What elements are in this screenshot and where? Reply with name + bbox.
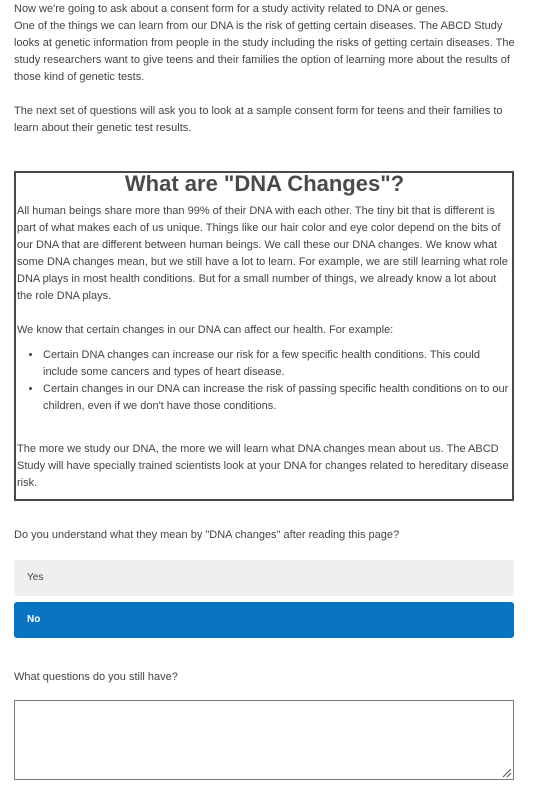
info-box-bullet-list	[16, 347, 512, 415]
choice-no-button[interactable]: No	[14, 602, 514, 638]
info-box-paragraph-2: We know that certain changes in our DNA can affect our health. For example:	[17, 324, 394, 336]
intro-line-2: One of the things we can learn from our DNA is the risk of getting certain diseases. The ABCD Study looks at genetic information from people in the study including the risks of getting certain diseases. The study researchers want to give teens and their families the option of learning more about the results of those kind of genetic tests.	[14, 20, 515, 83]
info-box-gap	[16, 305, 512, 322]
info-box-title: What are "DNA Changes"?	[124, 171, 405, 196]
question-remaining-questions: What questions do you still have?	[14, 671, 178, 683]
info-box-bullet: • Certain DNA changes can increase our risk for a few specific health conditions. This could include some cancers and types of heart disease.	[42, 347, 512, 381]
info-box-bullet: • Certain changes in our DNA can increase the risk of passing specific health conditions on to our children, even if we don't have those conditions.	[42, 381, 512, 415]
intro-spacer	[14, 86, 516, 103]
dna-changes-info-box	[14, 171, 514, 501]
info-box-gap	[16, 415, 512, 441]
intro-line-3: The next set of questions will ask you to look at a sample consent form for teens and their families to learn about their genetic test results.	[14, 105, 503, 134]
info-box-gap	[16, 339, 512, 347]
intro-line-1: Now we're going to ask about a consent form for a study activity related to DNA or genes.	[14, 3, 449, 15]
info-box-paragraph-1: All human beings share more than 99% of their DNA with each other. The tiny bit that is different is part of what makes each of us unique. Things like our hair color and eye color depend on the bits of our DNA that are different between human beings. We call these our DNA changes. We know what some DNA changes mean, but we still have a lot to learn. For example, we are still learning what role DNA plays in most health conditions. But for a small number of things, we already know a lot about the role DNA plays.	[17, 205, 508, 302]
intro-section	[14, 1, 516, 137]
remaining-questions-textarea[interactable]	[14, 700, 514, 780]
question-understand-dna-changes: Do you understand what they mean by "DNA changes" after reading this page?	[14, 529, 400, 541]
choice-yes-button[interactable]: Yes	[14, 560, 514, 596]
resize-grip-icon[interactable]	[500, 766, 512, 778]
info-box-paragraph-3: The more we study our DNA, the more we will learn what DNA changes mean about us. The ABCD Study will have specially trained scientists look at your DNA for changes related to hereditary disease risk.	[17, 443, 509, 489]
